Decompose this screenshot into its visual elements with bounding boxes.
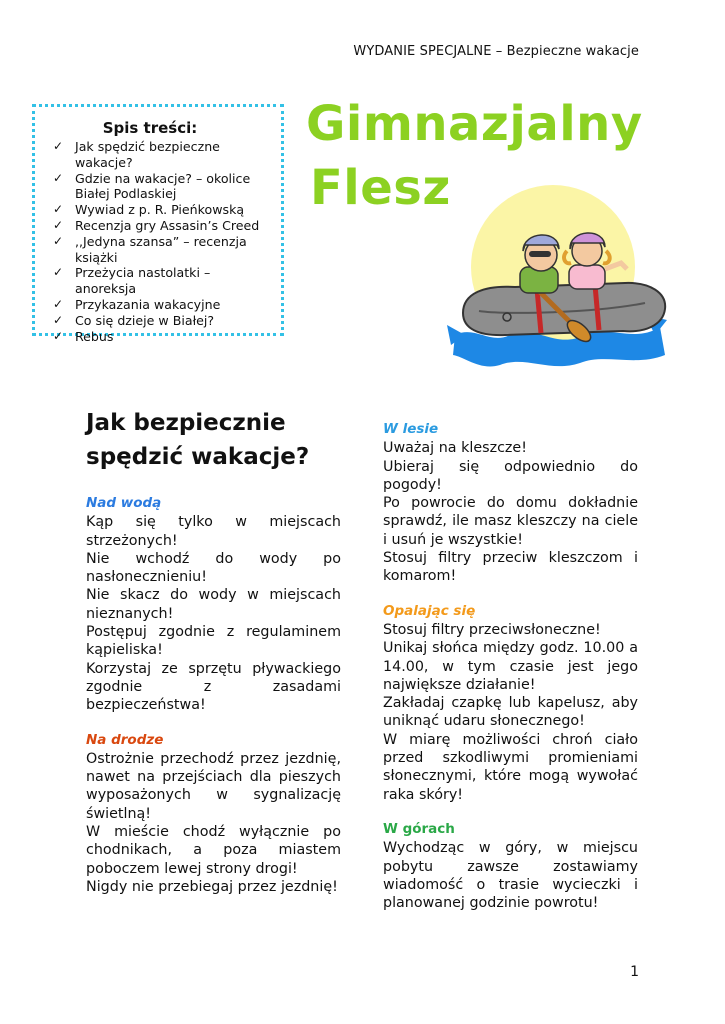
paragraph-line: Nigdy nie przebiegaj przez jezdnię! [86,878,338,895]
person-one-glasses [529,251,551,257]
paragraph-line: Po powrocie do domu dokładnie sprawdź, ile masz kleszczy na ciele i usuń je wszystkie! [383,495,638,548]
person-two-shirt [569,265,605,289]
article-title: Jak bezpiecznie spędzić wakacje? [86,410,310,470]
toc-item: ✓ Recenzja gry Assasin’s Creed [53,217,260,233]
rafting-clipart [445,185,675,375]
paragraph-line: Kąp się tylko w miejscach strzeżonych! [86,514,341,549]
check-icon: ✓ [53,217,64,232]
check-icon: ✓ [53,170,64,185]
toc-item: ✓ Rebus [53,328,114,344]
toc-item: ✓ ,,Jedyna szansa” – recenzja książki [53,233,247,265]
running-header: WYDANIE SPECJALNE – Bezpieczne wakacje [353,44,639,59]
paragraph-line: W miarę możliwości chroń ciało przed szkodliwymi promieniami słonecznymi, które mogą wywołać raka skóry! [383,731,638,803]
check-icon: ✓ [53,296,64,311]
paragraph-line: Ostrożnie przechodź przez jezdnię, nawet na przejściach dla pieszych wyposażonych w sygnalizację świetlną! [86,750,341,822]
section-heading-forest: W lesie [383,421,439,437]
check-icon: ✓ [53,233,64,248]
check-icon: ✓ [53,312,64,327]
paragraph-line: Postępuj zgodnie z regulaminem kąpieliska! [86,624,341,659]
paragraph-line: Nie wchodź do wody po nasłonecznieniu! [86,550,341,586]
table-of-contents [32,104,284,344]
toc-item: ✓ Co się dzieje w Białej? [53,312,215,328]
masthead-line-1: Gimnazjalny [306,96,643,152]
paragraph-line: Uważaj na kleszcze! [383,440,527,457]
toc-item: ✓ Przykazania wakacyjne [53,296,221,312]
section-heading-sun: Opalając się [383,602,476,619]
paragraph-line: Korzystaj ze sprzętu pływackiego zgodnie z zasadami bezpieczeństwa! [86,660,341,714]
page-number: 1 [630,964,639,980]
section-body-mountains [383,839,638,912]
paragraph-line: Stosuj filtry przeciw kleszczom i komarom! [383,550,638,585]
paragraph-line: Zakładaj czapkę lub kapelusz, aby uniknąć udaru słonecznego! [383,695,638,730]
section-heading-mountains: W górach [383,820,455,837]
check-icon: ✓ [53,202,64,217]
toc-list [49,139,271,344]
paragraph-line: Ubieraj się odpowiednio do pogody! [383,458,638,493]
check-icon: ✓ [53,139,64,153]
paragraph-line: Wychodząc w góry, w miejscu pobytu zawsze zostawiamy wiadomość o trasie wycieczki i planowanej godzinie powrotu! [383,840,638,912]
check-icon: ✓ [53,328,64,343]
toc-item: ✓ Przeżycia nastolatki – anoreksja [53,265,211,297]
paragraph-line: Nie skacz do wody w miejscach nieznanych! [86,587,341,622]
paragraph-line: Unikaj słońca między godz. 10.00 a 14.00, w tym czasie jest jego największe działanie! [383,640,638,693]
section-heading-water: Nad wodą [86,495,162,511]
article-column-right [383,420,638,912]
raft-body [463,283,665,335]
paragraph-line: Stosuj filtry przeciwsłoneczne! [383,621,601,638]
article-column-left [86,402,341,896]
section-body-road [86,750,341,896]
section-body-sun [383,621,638,804]
section-body-forest [383,439,638,585]
section-body-water [86,513,341,714]
toc-title: Spis treści: [102,119,198,137]
toc-item: ✓ Gdzie na wakacje? – okolice Białej Podlaskiej [53,170,251,202]
section-heading-road: Na drodze [86,731,164,748]
toc-item: ✓ Jak spędzić bezpieczne wakacje? [53,139,220,170]
masthead-line-2: Flesz [310,160,451,216]
check-icon: ✓ [53,265,64,280]
toc-item: ✓ Wywiad z p. R. Pieńkowską [53,202,245,218]
paragraph-line: W mieście chodź wyłącznie po chodnikach, a poza miastem poboczem lewej strony drogi! [86,824,341,877]
